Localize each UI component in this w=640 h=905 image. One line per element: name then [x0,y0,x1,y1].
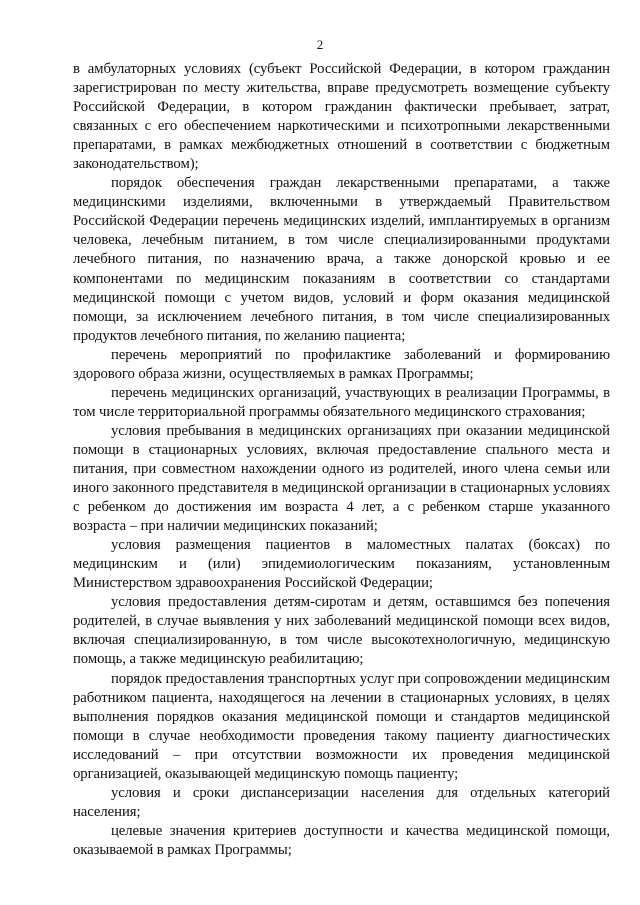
paragraph-3: перечень мероприятий по профилактике заболеваний и формированию здорового образа жизни, осуществляемых в рамках Программы; [73,346,610,382]
paragraph-8: порядок предоставления транспортных услуг при сопровождении медицинским работником пациента, находящегося на лечении в стационарных условиях, в целях выполнения порядков оказания медицинской помощи и стандартов медицинской помощи в случае необходимости проведения такому пациенту диагностических исследований – при отсутствии возможности их проведения медицинской организацией, оказывающей медицинскую помощь пациенту; [73,670,610,782]
paragraph-5: условия пребывания в медицинских организациях при оказании медицинской помощи в стационарных условиях, включая предоставление спального места и питания, при совместном нахождении одного из родителей, иного члена семьи или иного законного представителя в медицинской организации в стационарных условиях с ребенком до достижения им возраста 4 лет, а с ребенком старше указанного возраста – при наличии медицинских показаний; [73,422,610,535]
paragraph-7: условия предоставления детям-сиротам и детям, оставшимся без попечения родителей, в случае выявления у них заболеваний медицинской помощи всех видов, включая специализированную, в том числе высокотехнологичную, медицинскую помощь, а также медицинскую реабилитацию; [73,594,610,668]
paragraph-6: условия размещения пациентов в маломестных палатах (боксах) по медицинским и (или) эпидемиологическим показаниям, установленным Министерством здравоохранения Российской Федерации; [73,537,610,592]
document-body [73,60,610,860]
page-number: 2 [316,37,324,52]
paragraph-4: перечень медицинских организаций, участвующих в реализации Программы, в том числе территориальной программы обязательного медицинского страхования; [73,384,610,420]
paragraph-9: условия и сроки диспансеризации населения для отдельных категорий населения; [73,784,610,820]
paragraph-2: порядок обеспечения граждан лекарственными препаратами, а также медицинскими изделиями, включенными в утверждаемый Правительством Российской Федерации перечень медицинских изделий, имплантируемых в организм человека, лечебным питанием, в том числе специализированными продуктами лечебного питания, по назначению врача, а также донорской кровью и ее компонентами по медицинским показаниям в соответствии со стандартами медицинской помощи с учетом видов, условий и форм оказания медицинской помощи, за исключением лечебного питания, в том числе специализированных продуктов лечебного питания, по желанию пациента; [73,175,610,344]
paragraph-10: целевые значения критериев доступности и качества медицинской помощи, оказываемой в рамках Программы; [73,822,610,858]
paragraph-1: в амбулаторных условиях (субъект Российской Федерации, в котором гражданин зарегистрирован по месту жительства, вправе предусмотреть возмещение субъекту Российской Федерации, в котором гражданин фактически пребывает, затрат, связанных с его обеспечением наркотическими и психотропными лекарственными препаратами, в рамках межбюджетных отношений в соответствии с бюджетным законодательством); [73,61,610,173]
